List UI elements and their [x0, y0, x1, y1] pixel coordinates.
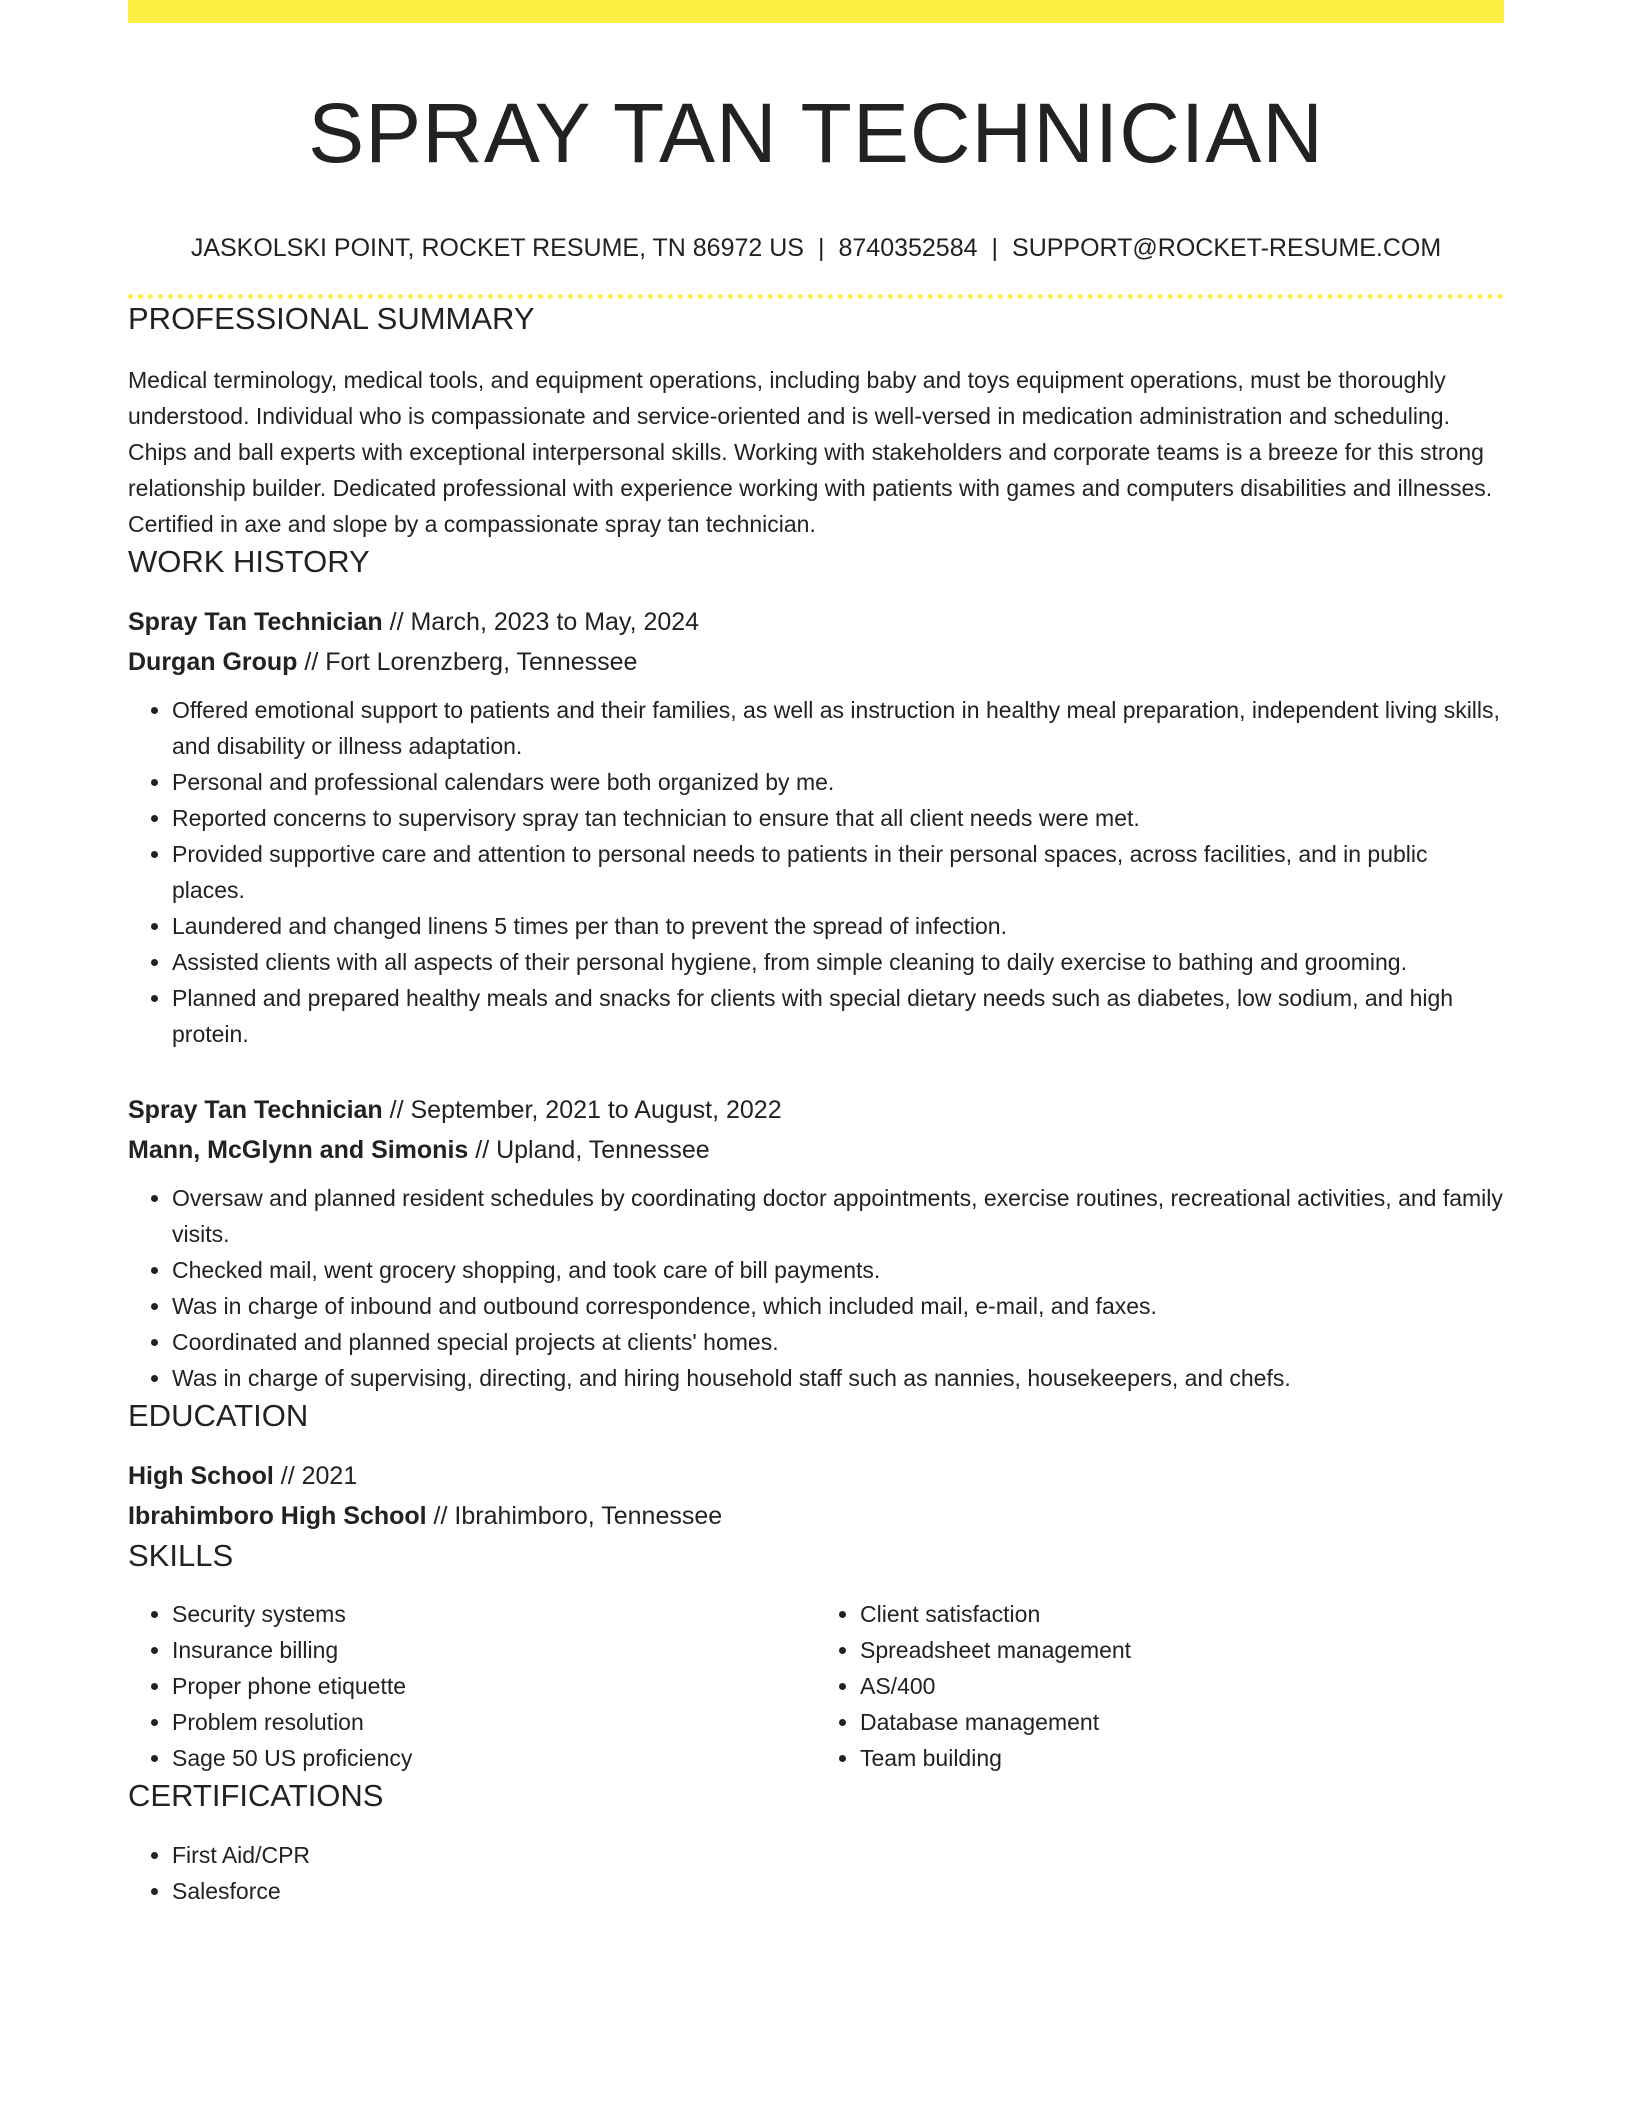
list-item: • Provided supportive care and attention to personal needs to patients in their personal spaces, across facilities, and in public places. [172, 836, 1504, 908]
job-company: Mann, McGlynn and Simonis [128, 1135, 469, 1164]
skill-item: • Proper phone etiquette [172, 1668, 816, 1704]
skills-list-left [128, 1596, 816, 1776]
education-degree: High School [128, 1462, 274, 1491]
skill-item: • Insurance billing [172, 1632, 816, 1668]
skill-item: • Database management [860, 1704, 1504, 1740]
job-bullet-list [128, 692, 1504, 1052]
job-title: Spray Tan Technician [128, 607, 383, 636]
skill-item: • Spreadsheet management [860, 1632, 1504, 1668]
skills-list-right [816, 1596, 1504, 1776]
job-company-line [128, 642, 1504, 682]
skill-item: • Problem resolution [172, 1704, 816, 1740]
education-year: // 2021 [273, 1462, 358, 1491]
contact-separator: | [991, 233, 999, 262]
education-degree-line [128, 1456, 1504, 1496]
job-title: Spray Tan Technician [128, 1095, 383, 1124]
education-location: // Ibrahimboro, Tennessee [426, 1502, 723, 1531]
summary-heading: PROFESSIONAL SUMMARY [128, 301, 535, 337]
skill-item: • Security systems [172, 1596, 816, 1632]
job-dates: // March, 2023 to May, 2024 [382, 607, 700, 636]
list-item: • Offered emotional support to patients and their families, as well as instruction in healthy meal preparation, independent living skills, and disability or illness adaptation. [172, 692, 1504, 764]
contact-line [128, 232, 1504, 265]
education-school-line [128, 1496, 1504, 1536]
contact-phone: 8740352584 [838, 233, 978, 262]
skills-columns [128, 1596, 1504, 1776]
list-item: • Was in charge of supervising, directing, and hiring household staff such as nannies, housekeepers, and chefs. [172, 1360, 1504, 1396]
job-title-line [128, 1090, 1504, 1130]
skill-item: • AS/400 [860, 1668, 1504, 1704]
list-item: • Assisted clients with all aspects of their personal hygiene, from simple cleaning to daily exercise to bathing and grooming. [172, 944, 1504, 980]
certification-item: • First Aid/CPR [172, 1837, 1504, 1873]
contact-email: SUPPORT@ROCKET-RESUME.COM [1012, 233, 1442, 262]
work-history-heading: WORK HISTORY [128, 543, 370, 579]
top-accent-bar [128, 0, 1504, 23]
job-dates: // September, 2021 to August, 2022 [382, 1095, 782, 1124]
skill-item: • Sage 50 US proficiency [172, 1740, 816, 1776]
contact-address: JASKOLSKI POINT, ROCKET RESUME, TN 86972 US [190, 233, 804, 262]
page-title: SPRAY TAN TECHNICIAN [308, 86, 1324, 180]
education-heading: EDUCATION [128, 1397, 309, 1433]
education-school: Ibrahimboro High School [128, 1502, 427, 1531]
job-company: Durgan Group [128, 647, 298, 676]
summary-text: Medical terminology, medical tools, and equipment operations, including baby and toys equipment operations, must be thoroughly understood. Individual who is compassionate and service-oriented and is well-versed in medication administration and scheduling. Chips and ball experts with exceptional interpersonal skills. Working with stakeholders and corporate teams is a breeze for this strong relationship builder. Dedicated professional with experience working with patients with games and computers disabilities and illnesses. Certified in axe and slope by a compassionate spray tan technician. [128, 366, 1493, 537]
certifications-heading: CERTIFICATIONS [128, 1778, 384, 1814]
skill-item: • Team building [860, 1740, 1504, 1776]
skills-heading: SKILLS [128, 1538, 234, 1574]
job-title-line [128, 602, 1504, 642]
contact-separator: | [817, 233, 825, 262]
list-item: • Laundered and changed linens 5 times per than to prevent the spread of infection. [172, 908, 1504, 944]
certification-item: • Salesforce [172, 1873, 1504, 1909]
list-item: • Reported concerns to supervisory spray tan technician to ensure that all client needs were met. [172, 800, 1504, 836]
list-item: • Was in charge of inbound and outbound correspondence, which included mail, e-mail, and faxes. [172, 1288, 1504, 1324]
job-company-line [128, 1130, 1504, 1170]
list-item: • Planned and prepared healthy meals and snacks for clients with special dietary needs such as diabetes, low sodium, and high protein. [172, 980, 1504, 1052]
job-bullet-list [128, 1180, 1504, 1396]
list-item: • Checked mail, went grocery shopping, and took care of bill payments. [172, 1252, 1504, 1288]
job-location: // Fort Lorenzberg, Tennessee [297, 647, 638, 676]
skill-item: • Client satisfaction [860, 1596, 1504, 1632]
list-item: • Personal and professional calendars were both organized by me. [172, 764, 1504, 800]
list-item: • Oversaw and planned resident schedules by coordinating doctor appointments, exercise routines, recreational activities, and family visits. [172, 1180, 1504, 1252]
certifications-list [128, 1837, 1504, 1909]
resume-page [128, 0, 1504, 1909]
list-item: • Coordinated and planned special projects at clients' homes. [172, 1324, 1504, 1360]
job-location: // Upland, Tennessee [468, 1135, 710, 1164]
